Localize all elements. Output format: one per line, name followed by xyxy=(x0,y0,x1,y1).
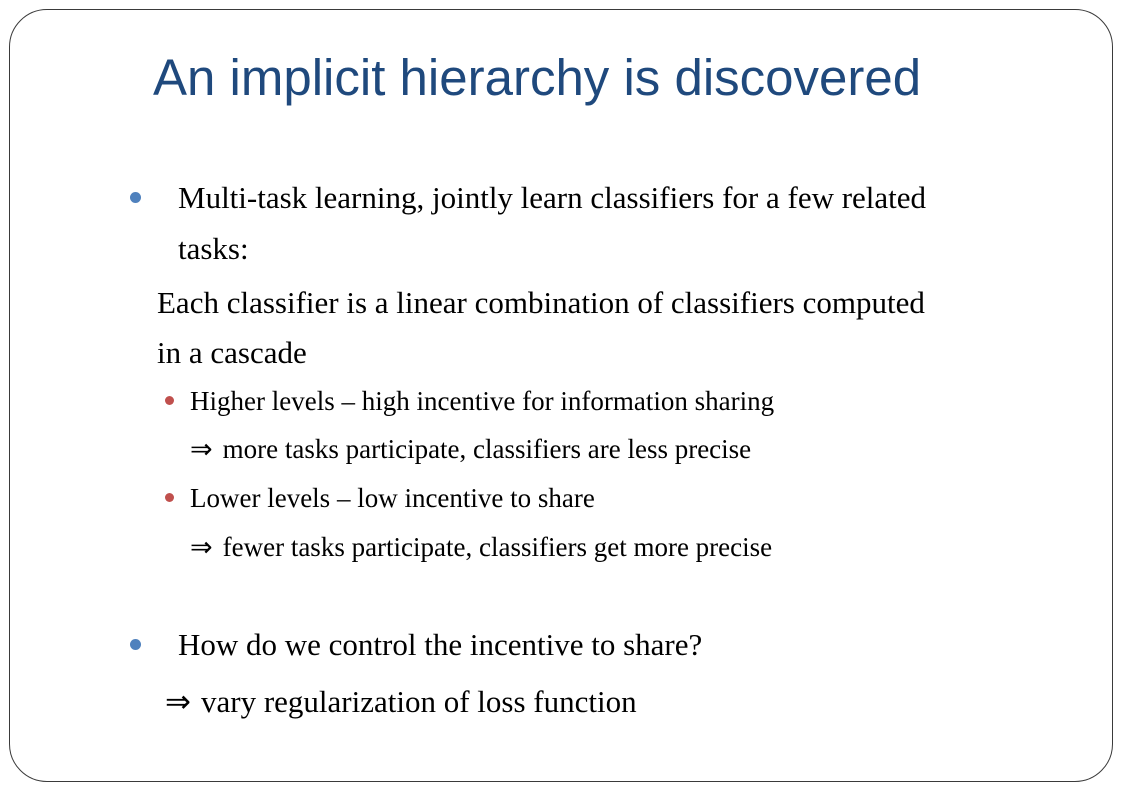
implication-line xyxy=(190,534,772,561)
sub-bullet-dot xyxy=(165,396,174,405)
sub-bullet-text: Lower levels – low incentive to share xyxy=(190,483,595,513)
implies-arrow-icon: ⇒ xyxy=(190,532,213,562)
implication-line xyxy=(165,686,637,717)
sub-bullet-text: Higher levels – high incentive for information sharing xyxy=(190,386,775,416)
implication-text: fewer tasks participate, classifiers get more precise xyxy=(222,532,773,562)
bullet-dot xyxy=(130,192,141,203)
implication-text: vary regularization of loss function xyxy=(200,684,637,719)
implication-line xyxy=(190,436,751,463)
bullet-text: How do we control the incentive to share? xyxy=(178,627,703,662)
implies-arrow-icon: ⇒ xyxy=(165,684,191,719)
paragraph-text-continuation: in a cascade xyxy=(157,335,307,370)
sub-bullet-dot xyxy=(165,493,174,502)
paragraph-text: Each classifier is a linear combination of classifiers computed xyxy=(157,285,925,320)
implies-arrow-icon: ⇒ xyxy=(190,434,213,464)
bullet-dot xyxy=(130,639,141,650)
slide-title: An implicit hierarchy is discovered xyxy=(153,49,922,106)
implication-text: more tasks participate, classifiers are less precise xyxy=(222,434,752,464)
bullet-text: Multi-task learning, jointly learn classifiers for a few related xyxy=(178,180,927,215)
bullet-text-continuation: tasks: xyxy=(178,231,249,266)
